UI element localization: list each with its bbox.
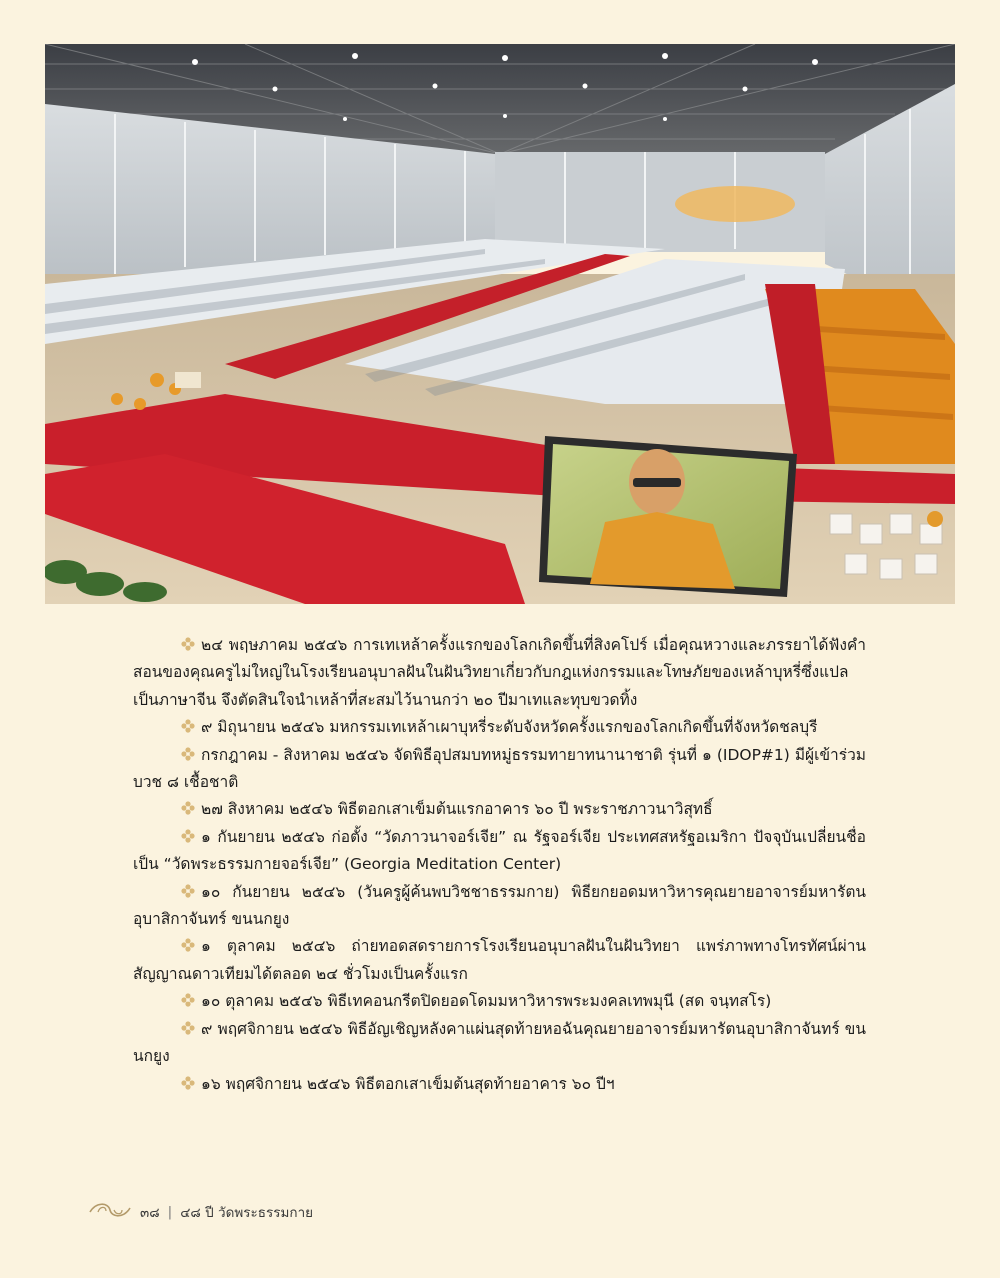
timeline-entry — [133, 988, 866, 1015]
timeline-entry — [133, 824, 866, 879]
entry-text: ๙ พฤศจิกายน ๒๕๔๖ พิธีอัญเชิญหลังคาแผ่นสุดท้ายหอฉันคุณยายอาจารย์มหารัตนอุบาสิกาจันทร์ ขนนกยูง — [133, 1019, 866, 1066]
flower-bullet-icon — [181, 1072, 195, 1086]
monk-video-screen — [539, 436, 797, 597]
page-footer — [88, 1200, 313, 1224]
flower-bullet-icon — [181, 797, 195, 811]
timeline-entries — [133, 632, 866, 1098]
entry-text: ๙ มิถุนายน ๒๕๔๖ มหกรรมเทเหล้าเผาบุหรี่ระดับจังหวัดครั้งแรกของโลกเกิดขึ้นที่จังหวัดชลบุรี — [201, 718, 818, 737]
swirl-ornament-icon — [88, 1200, 132, 1224]
entry-text: ๑ กันยายน ๒๕๔๖ ก่อตั้ง “วัดภาวนาจอร์เจีย” ณ รัฐจอร์เจีย ประเทศสหรัฐอเมริกา ปัจจุบันเปลี่ยนชื่อเป็น “วัดพระธรรมกายจอร์เจีย” (Georgia Meditation Center) — [133, 827, 866, 874]
timeline-entry — [133, 632, 866, 714]
timeline-entry — [133, 879, 866, 934]
flower-bullet-icon — [181, 989, 195, 1003]
flower-bullet-icon — [181, 715, 195, 729]
entry-text: ๑๐ ตุลาคม ๒๕๔๖ พิธีเทคอนกรีตปิดยอดโดมมหาวิหารพระมงคลเทพมุนี (สด จนฺทสโร) — [201, 992, 772, 1011]
flower-bullet-icon — [181, 633, 195, 647]
timeline-entry — [133, 796, 866, 823]
timeline-entry — [133, 714, 866, 741]
footer-separator: | — [167, 1204, 173, 1220]
flower-bullet-icon — [181, 880, 195, 894]
timeline-entry — [133, 742, 866, 797]
book-title: ๔๘ ปี วัดพระธรรมกาย — [180, 1205, 314, 1221]
entry-text: กรกฎาคม - สิงหาคม ๒๕๔๖ จัดพิธีอุปสมบทหมู่ธรรมทายาทนานาชาติ รุ่นที่ ๑ (IDOP#1) มีผู้เข้าร่วมบวช ๘ เชื้อชาติ — [133, 745, 866, 792]
flower-bullet-icon — [181, 743, 195, 757]
entry-text: ๑๐ กันยายน ๒๕๔๖ (วันครูผู้ค้นพบวิชชาธรรมกาย) พิธียกยอดมหาวิหารคุณยายอาจารย์มหารัตนอุบาสิกาจันทร์ ขนนกยูง — [133, 882, 866, 929]
ceremony-hall-photo — [45, 44, 955, 604]
entry-text: ๑๖ พฤศจิกายน ๒๕๔๖ พิธีตอกเสาเข็มต้นสุดท้ายอาคาร ๖๐ ปีฯ — [201, 1074, 615, 1093]
flower-bullet-icon — [181, 934, 195, 948]
timeline-entry — [133, 1071, 866, 1098]
entry-text: ๑ ตุลาคม ๒๕๔๖ ถ่ายทอดสดรายการโรงเรียนอนุบาลฝันในฝันวิทยา แพร่ภาพทางโทรทัศน์ผ่านสัญญาณดาวเทียมได้ตลอด ๒๔ ชั่วโมงเป็นครั้งแรก — [133, 937, 866, 983]
entry-text: ๒๗ สิงหาคม ๒๕๔๖ พิธีตอกเสาเข็มต้นแรกอาคาร ๖๐ ปี พระราชภาวนาวิสุทธิ์ — [201, 800, 713, 819]
flower-bullet-icon — [181, 825, 195, 839]
flower-bullet-icon — [181, 1017, 195, 1031]
page-number: ๓๘ — [140, 1205, 160, 1221]
timeline-entry — [133, 933, 866, 988]
entry-text: ๒๔ พฤษภาคม ๒๕๔๖ การเทเหล้าครั้งแรกของโลกเกิดขึ้นที่สิงคโปร์ เมื่อคุณหวางและภรรยาได้ฟังคำสอนของคุณครูไม่ใหญ่ในโรงเรียนอนุบาลฝันในฝันวิทยาเกี่ยวกับกฎแห่งกรรมและโทษภัยของเหล้าบุหรี่ซึ่งแปลเป็นภาษาจีน จึงตัดสินใจนำเหล้าที่สะสมไว้นานกว่า ๒๐ ปีมาเทและทุบขวดทิ้ง — [133, 636, 866, 709]
timeline-entry — [133, 1016, 866, 1071]
